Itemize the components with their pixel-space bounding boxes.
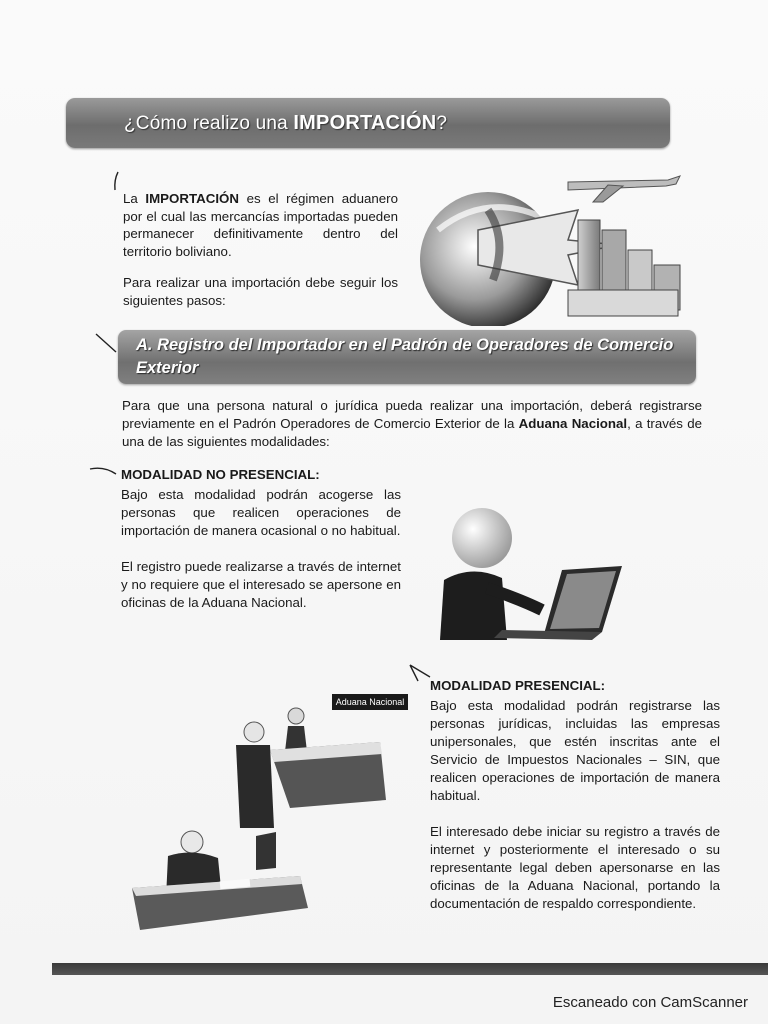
footer-bar	[52, 963, 768, 975]
intro-paragraph-2: Para realizar una importación debe seguir los siguientes pasos:	[123, 275, 398, 308]
handwritten-arrow	[94, 332, 118, 356]
monitor-icon	[256, 832, 276, 870]
containers-icon	[568, 220, 680, 316]
intro-text	[123, 190, 398, 323]
intro-paragraph-1: La IMPORTACIÓN es el régimen aduanero por el cual las mercancías importadas pueden permanecer definitivamente dentro del territorio boliviano.	[123, 191, 398, 259]
page-title: ¿Cómo realizo una IMPORTACIÓN?	[124, 111, 448, 134]
page-title-banner	[66, 98, 670, 148]
office-counter-illustration	[230, 690, 410, 830]
section-a-title: A. Registro del Importador en el Padrón de Operadores de Comercio Exterior	[136, 336, 674, 377]
modalidad-presencial	[430, 677, 720, 913]
airplane-icon	[568, 176, 680, 202]
head-icon	[452, 508, 512, 568]
clerk-head-icon	[288, 708, 304, 724]
presencial-paragraph-1: Bajo esta modalidad podrán registrarse las personas jurídicas, incluidas las empresas unipersonales, que estén inscritas ante el Servicio de Impuestos Nacionales – SIN, que realicen operaciones de importación de manera habitual.	[430, 698, 720, 803]
customer-head-icon	[244, 722, 264, 742]
presencial-paragraph-2: El interesado debe iniciar su registro a través de internet y posteriormente el interesado o su representante legal deben apersonarse en las oficinas de la Aduana Nacional, portando la documentación de respaldo correspondiente.	[430, 824, 720, 911]
office-desk-illustration	[130, 828, 310, 938]
no-presencial-paragraph-2: El registro puede realizarse a través de internet y no requiere que el interesado se apersone en oficinas de la Aduana Nacional.	[121, 559, 401, 610]
no-presencial-paragraph-1: Bajo esta modalidad podrán acogerse las personas que realicen operaciones de importación de manera ocasional o no habitual.	[121, 487, 401, 538]
handwritten-mark	[110, 170, 122, 192]
handwritten-arrow	[408, 663, 432, 687]
modalidad-no-presencial	[121, 466, 401, 612]
section-a-body: Para que una persona natural o jurídica pueda realizar una importación, deberá registrarse previamente en el Padrón Operadores de Comercio Exterior de la Aduana Nacional, a través de una de las siguientes modalidades:	[122, 398, 703, 449]
no-presencial-heading: MODALIDAD NO PRESENCIAL:	[121, 467, 320, 482]
presencial-heading: MODALIDAD PRESENCIAL:	[430, 678, 606, 693]
person-head-icon	[181, 831, 203, 853]
office-sign: Aduana Nacional	[332, 694, 408, 710]
handwritten-arrow	[88, 464, 120, 480]
import-illustration	[418, 170, 686, 326]
person-laptop-illustration	[432, 500, 632, 645]
scanner-watermark: Escaneado con CamScanner	[552, 994, 748, 1011]
section-a-banner	[118, 330, 696, 384]
